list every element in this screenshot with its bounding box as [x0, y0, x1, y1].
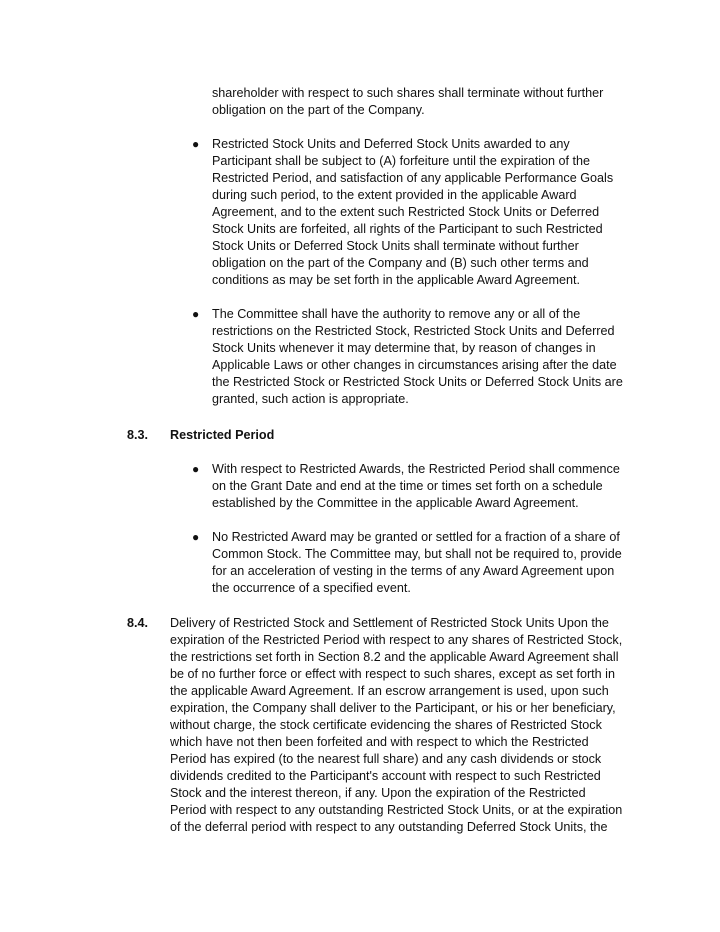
text-line: Restricted Stock Units and Deferred Stock Units awarded to any [212, 137, 570, 151]
text-line: Stock and the interest thereon, if any. Upon the expiration of the Restricted [170, 786, 586, 800]
text-line: Restricted Period, and satisfaction of any applicable Performance Goals [212, 171, 614, 185]
text-line: No Restricted Award may be granted or settled for a fraction of a share of [212, 530, 620, 544]
bullet-icon: ● [192, 462, 200, 476]
bullet-fractional-share [212, 529, 622, 597]
text-line: established by the Committee in the applicable Award Agreement. [212, 496, 579, 510]
text-line: Stock Units are forfeited, all rights of the Participant to such Restricted [212, 222, 603, 236]
text-line: on the Grant Date and end at the time or times set forth on a schedule [212, 479, 603, 493]
bullet-committee-authority [212, 306, 623, 408]
text-line: the applicable Award Agreement. If an escrow arrangement is used, upon such [170, 684, 609, 698]
section-heading-restricted-period: Restricted Period [170, 428, 275, 442]
bullet-icon: ● [192, 307, 200, 321]
text-line: Period with respect to any outstanding Restricted Stock Units, or at the expiration [170, 803, 623, 817]
text-line: be of no further force or effect with respect to such shares, except as set forth in [170, 667, 615, 681]
text-line: which have not then been forfeited and with respect to which the Restricted [170, 735, 589, 749]
bullet-rsu-forfeiture [212, 136, 613, 289]
text-line: during such period, to the extent provided in the applicable Award [212, 188, 577, 202]
bullet-icon: ● [192, 530, 200, 544]
section-number-8-4: 8.4. [127, 616, 149, 630]
text-line: expiration of the Restricted Period with respect to any shares of Restricted Stock, [170, 633, 623, 647]
text-line: Delivery of Restricted Stock and Settlement of Restricted Stock Units Upon the [170, 616, 609, 630]
text-line: Agreement, and to the extent such Restricted Stock Units or Deferred [212, 205, 600, 219]
text-line: for an acceleration of vesting in the terms of any Award Agreement upon [212, 564, 615, 578]
bullet-icon: ● [192, 137, 200, 151]
text-line: shareholder with respect to such shares shall terminate without further [212, 86, 604, 100]
text-line: conditions as may be set forth in the applicable Award Agreement. [212, 273, 581, 287]
section-number-8-3: 8.3. [127, 428, 149, 442]
text-line: Period has expired (to the nearest full share) and any cash dividends or stock [170, 752, 602, 766]
section-8-4-paragraph [170, 615, 622, 836]
text-line: Common Stock. The Committee may, but shall not be required to, provide [212, 547, 622, 561]
text-line: The Committee shall have the authority to remove any or all of the [212, 307, 581, 321]
text-line: granted, such action is appropriate. [212, 392, 409, 406]
text-line: of the deferral period with respect to any outstanding Deferred Stock Units, the [170, 820, 608, 834]
text-line: obligation on the part of the Company. [212, 103, 425, 117]
text-line: Participant shall be subject to (A) forfeiture until the expiration of the [212, 154, 591, 168]
text-line: dividends credited to the Participant's account with respect to such Restricted [170, 769, 601, 783]
text-line: Stock Units or Deferred Stock Units shall terminate without further [212, 239, 579, 253]
text-line: Applicable Laws or other changes in circumstances arising after the date [212, 358, 617, 372]
text-line: the Restricted Stock or Restricted Stock Units or Deferred Stock Units are [212, 375, 623, 389]
text-line: With respect to Restricted Awards, the Restricted Period shall commence [212, 462, 620, 476]
text-line: Stock Units whenever it may determine that, by reason of changes in [212, 341, 596, 355]
text-line: restrictions on the Restricted Stock, Restricted Stock Units and Deferred [212, 324, 615, 338]
text-line: expiration, the Company shall deliver to the Participant, or his or her beneficiary, [170, 701, 616, 715]
bullet-restricted-period [212, 461, 620, 512]
continuation-paragraph [212, 85, 603, 119]
text-line: the restrictions set forth in Section 8.2 and the applicable Award Agreement shall [170, 650, 619, 664]
text-line: the occurrence of a specified event. [212, 581, 411, 595]
text-line: obligation on the part of the Company and (B) such other terms and [212, 256, 589, 270]
text-line: without charge, the stock certificate evidencing the shares of Restricted Stock [170, 718, 602, 732]
